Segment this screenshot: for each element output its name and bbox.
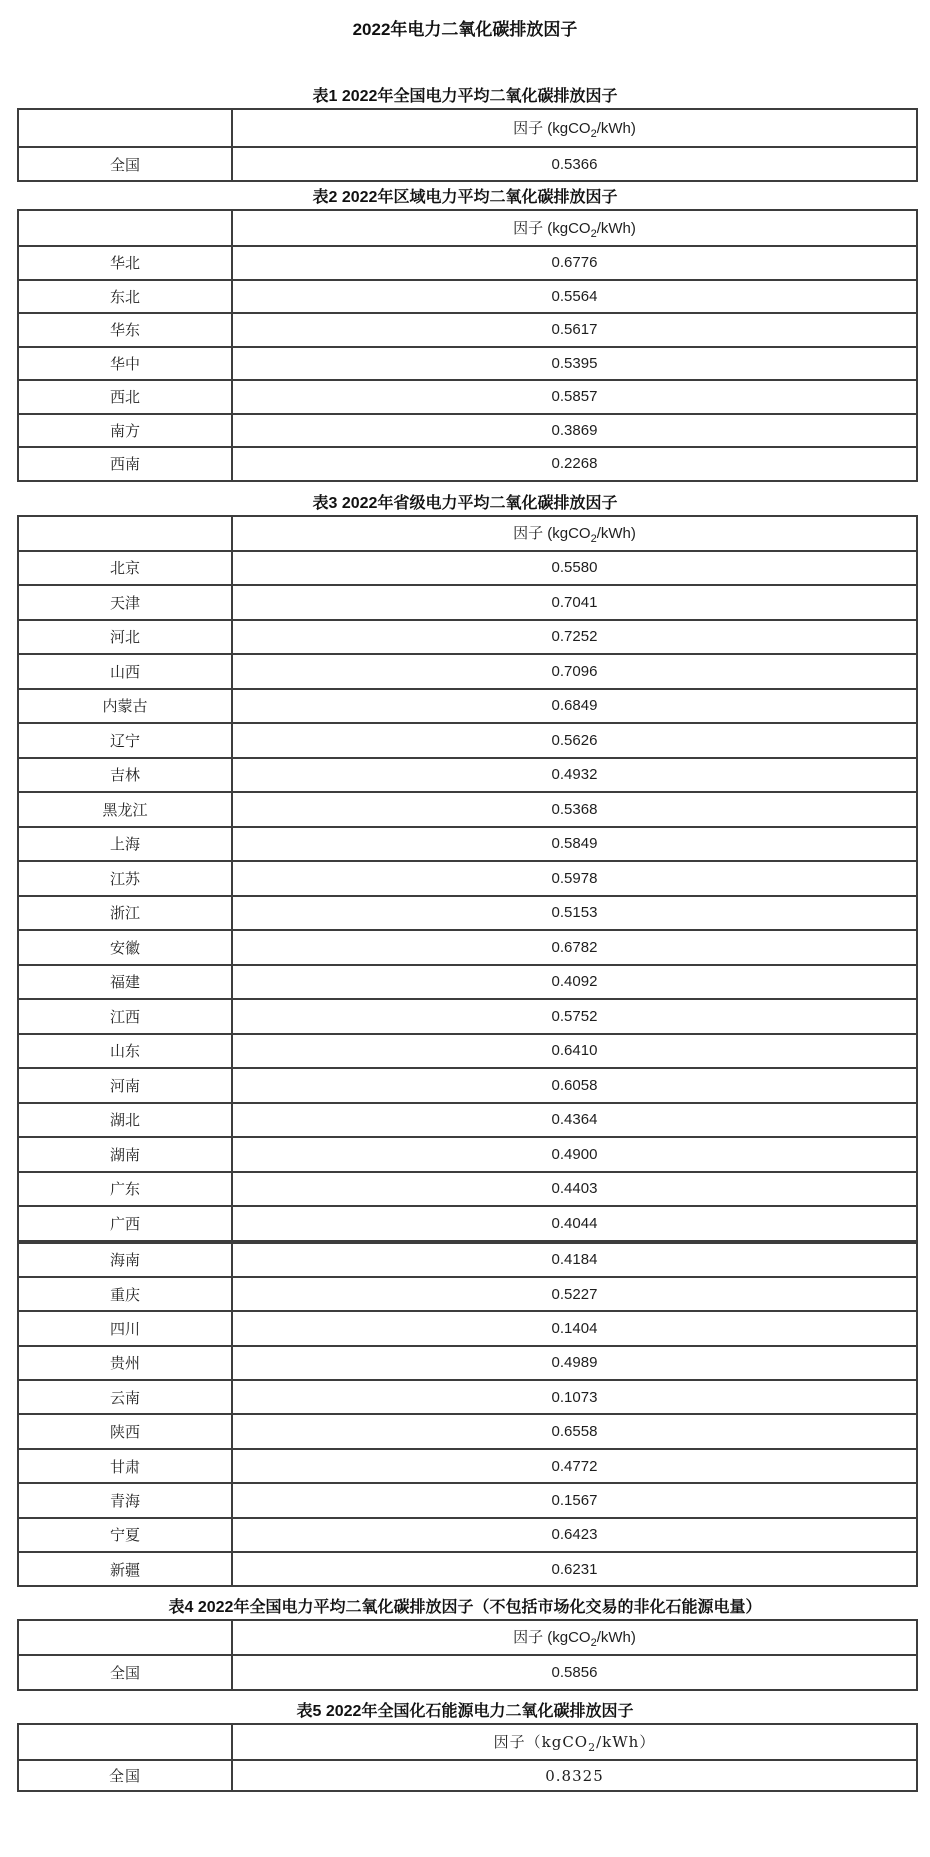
factor-header-subscript: 2 bbox=[590, 532, 597, 545]
table-row bbox=[18, 827, 917, 862]
region-cell: 广西 bbox=[18, 1206, 232, 1241]
factor-value-cell: 0.1404 bbox=[232, 1311, 917, 1345]
factor-header-subscript: 2 bbox=[590, 227, 597, 240]
region-cell: 江西 bbox=[18, 999, 232, 1034]
region-cell: 江苏 bbox=[18, 861, 232, 896]
factor-value-cell: 0.8325 bbox=[232, 1760, 917, 1791]
table-row bbox=[18, 999, 917, 1034]
empty-header-cell bbox=[18, 516, 232, 551]
region-cell: 河北 bbox=[18, 620, 232, 655]
region-cell: 青海 bbox=[18, 1483, 232, 1517]
region-cell: 上海 bbox=[18, 827, 232, 862]
table-row bbox=[18, 1137, 917, 1172]
factor-value-cell: 0.1567 bbox=[232, 1483, 917, 1517]
factor-value-cell: 0.6849 bbox=[232, 689, 917, 724]
factor-value-cell: 0.5227 bbox=[232, 1277, 917, 1311]
region-cell: 天津 bbox=[18, 585, 232, 620]
table-row bbox=[18, 585, 917, 620]
fossil-energy-factor-table bbox=[17, 1723, 918, 1792]
factor-header-text: /kWh) bbox=[596, 1629, 636, 1647]
table-row bbox=[18, 965, 917, 1000]
table-row bbox=[18, 280, 917, 314]
factor-value-cell: 0.7096 bbox=[232, 654, 917, 689]
region-cell: 甘肃 bbox=[18, 1449, 232, 1483]
factor-value-cell: 0.5564 bbox=[232, 280, 917, 314]
region-cell: 全国 bbox=[18, 1760, 232, 1791]
region-cell: 安徽 bbox=[18, 930, 232, 965]
factor-value-cell: 0.4989 bbox=[232, 1346, 917, 1380]
table-row bbox=[18, 1760, 917, 1791]
regional-factor-table bbox=[17, 209, 918, 482]
factor-value-cell: 0.5752 bbox=[232, 999, 917, 1034]
region-cell: 北京 bbox=[18, 551, 232, 586]
region-cell: 四川 bbox=[18, 1311, 232, 1345]
factor-value-cell: 0.4900 bbox=[232, 1137, 917, 1172]
region-cell: 黑龙江 bbox=[18, 792, 232, 827]
region-cell: 湖北 bbox=[18, 1103, 232, 1138]
table-row bbox=[18, 380, 917, 414]
factor-value-cell: 0.6410 bbox=[232, 1034, 917, 1069]
region-cell: 华北 bbox=[18, 246, 232, 280]
table-row bbox=[18, 1034, 917, 1069]
region-cell: 南方 bbox=[18, 414, 232, 448]
table-row bbox=[18, 930, 917, 965]
table4-caption: 表4 2022年全国电力平均二氧化碳排放因子（不包括市场化交易的非化石能源电量） bbox=[168, 1599, 762, 1617]
region-cell: 西南 bbox=[18, 447, 232, 481]
table-row bbox=[18, 1206, 917, 1241]
table-row bbox=[18, 246, 917, 280]
header-row bbox=[18, 109, 917, 147]
factor-column-header bbox=[232, 1724, 917, 1760]
region-cell: 广东 bbox=[18, 1172, 232, 1207]
region-cell: 海南 bbox=[18, 1243, 232, 1277]
region-cell: 湖南 bbox=[18, 1137, 232, 1172]
region-cell: 东北 bbox=[18, 280, 232, 314]
table-row bbox=[18, 551, 917, 586]
factor-column-header bbox=[232, 516, 917, 551]
table-row bbox=[18, 1414, 917, 1448]
region-cell: 全国 bbox=[18, 1655, 232, 1690]
table-row bbox=[18, 1311, 917, 1345]
empty-header-cell bbox=[18, 109, 232, 147]
table-row bbox=[18, 1103, 917, 1138]
factor-value-cell: 0.6423 bbox=[232, 1518, 917, 1552]
factor-value-cell: 0.4403 bbox=[232, 1172, 917, 1207]
empty-header-cell bbox=[18, 1620, 232, 1655]
region-cell: 吉林 bbox=[18, 758, 232, 793]
table-row bbox=[18, 447, 917, 481]
factor-value-cell: 0.5856 bbox=[232, 1655, 917, 1690]
factor-value-cell: 0.7041 bbox=[232, 585, 917, 620]
region-cell: 西北 bbox=[18, 380, 232, 414]
table-row bbox=[18, 1518, 917, 1552]
table-row bbox=[18, 1172, 917, 1207]
national-factor-table bbox=[17, 108, 918, 182]
region-cell: 山西 bbox=[18, 654, 232, 689]
table-row bbox=[18, 1380, 917, 1414]
factor-value-cell: 0.1073 bbox=[232, 1380, 917, 1414]
table-row bbox=[18, 1243, 917, 1277]
table-row bbox=[18, 689, 917, 724]
table-row bbox=[18, 1655, 917, 1690]
region-cell: 宁夏 bbox=[18, 1518, 232, 1552]
table-row bbox=[18, 414, 917, 448]
table2-caption: 表2 2022年区域电力平均二氧化碳排放因子 bbox=[312, 189, 618, 206]
table-row bbox=[18, 792, 917, 827]
table-row bbox=[18, 1346, 917, 1380]
region-cell: 全国 bbox=[18, 147, 232, 181]
factor-column-header bbox=[232, 109, 917, 147]
factor-header-subscript: 2 bbox=[590, 127, 597, 140]
factor-value-cell: 0.5395 bbox=[232, 347, 917, 381]
region-cell: 浙江 bbox=[18, 896, 232, 931]
factor-header-text: 因子 (kgCO bbox=[513, 524, 591, 542]
table-row bbox=[18, 313, 917, 347]
factor-value-cell: 0.5626 bbox=[232, 723, 917, 758]
region-cell: 云南 bbox=[18, 1380, 232, 1414]
region-cell: 重庆 bbox=[18, 1277, 232, 1311]
table-row bbox=[18, 896, 917, 931]
factor-value-cell: 0.5366 bbox=[232, 147, 917, 181]
factor-header-text: /kWh） bbox=[596, 1732, 656, 1751]
region-cell: 新疆 bbox=[18, 1552, 232, 1586]
factor-value-cell: 0.5153 bbox=[232, 896, 917, 931]
factor-column-header bbox=[232, 1620, 917, 1655]
table1-caption: 表1 2022年全国电力平均二氧化碳排放因子 bbox=[312, 88, 618, 105]
provincial-factor-table-part1 bbox=[17, 515, 918, 1242]
factor-value-cell: 0.5978 bbox=[232, 861, 917, 896]
region-cell: 华中 bbox=[18, 347, 232, 381]
table-row bbox=[18, 147, 917, 181]
national-factor-excl-market-table bbox=[17, 1619, 918, 1691]
provincial-factor-table-part2 bbox=[17, 1242, 918, 1588]
factor-value-cell: 0.3869 bbox=[232, 414, 917, 448]
page-title: 2022年电力二氧化碳排放因子 bbox=[352, 20, 578, 39]
factor-header-text: 因子 (kgCO bbox=[513, 119, 591, 137]
factor-value-cell: 0.5368 bbox=[232, 792, 917, 827]
factor-header-text: 因子 (kgCO bbox=[513, 219, 591, 237]
factor-value-cell: 0.4772 bbox=[232, 1449, 917, 1483]
factor-value-cell: 0.4044 bbox=[232, 1206, 917, 1241]
region-cell: 贵州 bbox=[18, 1346, 232, 1380]
factor-value-cell: 0.5857 bbox=[232, 380, 917, 414]
header-row bbox=[18, 210, 917, 246]
region-cell: 内蒙古 bbox=[18, 689, 232, 724]
factor-header-text: /kWh) bbox=[596, 524, 636, 542]
factor-header-text: /kWh) bbox=[596, 119, 636, 137]
factor-value-cell: 0.4364 bbox=[232, 1103, 917, 1138]
table5-caption: 表5 2022年全国化石能源电力二氧化碳排放因子 bbox=[296, 1703, 634, 1721]
factor-header-subscript: 2 bbox=[588, 1740, 597, 1754]
header-row bbox=[18, 1724, 917, 1760]
factor-value-cell: 0.6231 bbox=[232, 1552, 917, 1586]
table-row bbox=[18, 723, 917, 758]
factor-column-header bbox=[232, 210, 917, 246]
factor-value-cell: 0.6558 bbox=[232, 1414, 917, 1448]
table-row bbox=[18, 620, 917, 655]
region-cell: 华东 bbox=[18, 313, 232, 347]
factor-header-text: /kWh) bbox=[596, 219, 636, 237]
factor-header-text: 因子 (kgCO bbox=[513, 1629, 591, 1647]
factor-value-cell: 0.4932 bbox=[232, 758, 917, 793]
table3-caption: 表3 2022年省级电力平均二氧化碳排放因子 bbox=[312, 494, 618, 512]
header-row bbox=[18, 516, 917, 551]
factor-header-subscript: 2 bbox=[590, 1637, 597, 1650]
region-cell: 山东 bbox=[18, 1034, 232, 1069]
factor-value-cell: 0.5617 bbox=[232, 313, 917, 347]
header-row bbox=[18, 1620, 917, 1655]
table-row bbox=[18, 1552, 917, 1586]
factor-value-cell: 0.7252 bbox=[232, 620, 917, 655]
factor-value-cell: 0.2268 bbox=[232, 447, 917, 481]
table-row bbox=[18, 1277, 917, 1311]
table-row bbox=[18, 861, 917, 896]
factor-header-text: 因子（kgCO bbox=[493, 1732, 589, 1751]
region-cell: 河南 bbox=[18, 1068, 232, 1103]
region-cell: 福建 bbox=[18, 965, 232, 1000]
empty-header-cell bbox=[18, 1724, 232, 1760]
table-row bbox=[18, 1483, 917, 1517]
table-row bbox=[18, 758, 917, 793]
table-row bbox=[18, 1068, 917, 1103]
factor-value-cell: 0.4092 bbox=[232, 965, 917, 1000]
factor-value-cell: 0.5580 bbox=[232, 551, 917, 586]
empty-header-cell bbox=[18, 210, 232, 246]
factor-value-cell: 0.4184 bbox=[232, 1243, 917, 1277]
region-cell: 陕西 bbox=[18, 1414, 232, 1448]
factor-value-cell: 0.5849 bbox=[232, 827, 917, 862]
factor-value-cell: 0.6058 bbox=[232, 1068, 917, 1103]
factor-value-cell: 0.6782 bbox=[232, 930, 917, 965]
table-row bbox=[18, 347, 917, 381]
table-row bbox=[18, 1449, 917, 1483]
region-cell: 辽宁 bbox=[18, 723, 232, 758]
factor-value-cell: 0.6776 bbox=[232, 246, 917, 280]
table-row bbox=[18, 654, 917, 689]
